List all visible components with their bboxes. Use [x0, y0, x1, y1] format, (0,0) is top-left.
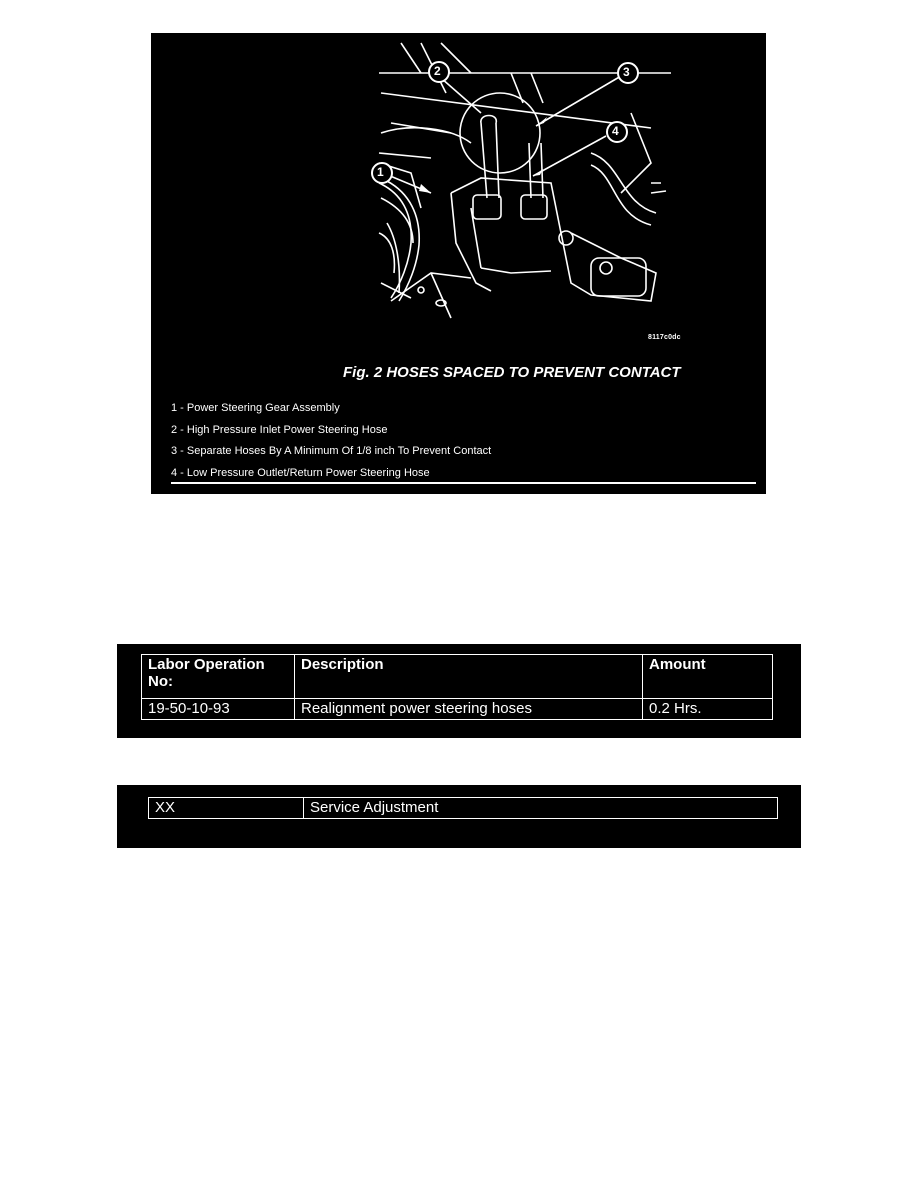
legend-item: 3 - Separate Hoses By A Minimum Of 1/8 inch To Prevent Contact: [171, 445, 492, 457]
legend-item: 2 - High Pressure Inlet Power Steering Hose: [171, 423, 388, 436]
figure-divider: [171, 482, 756, 484]
table-header-row: [142, 655, 773, 699]
legend-item: 1 - Power Steering Gear Assembly: [171, 402, 340, 414]
cell-amount: 0.2 Hrs.: [643, 699, 773, 720]
labor-table-panel: [117, 644, 801, 738]
callout-3: 3: [623, 65, 630, 79]
code-table: [148, 797, 778, 819]
callout-1: 1: [377, 165, 384, 179]
figure-code: 8117c0dc: [648, 334, 681, 341]
callout-2: 2: [434, 64, 441, 78]
labor-table: [141, 654, 773, 720]
figure-legend: [171, 398, 491, 484]
legend-item: 4 - Low Pressure Outlet/Return Power Steering Hose: [171, 466, 430, 479]
cell-code-description: Service Adjustment: [304, 798, 778, 819]
table-row: [149, 798, 778, 819]
figure-title: Fig. 2 HOSES SPACED TO PREVENT CONTACT: [343, 364, 681, 381]
header-description: Description: [295, 655, 643, 699]
table-row: [142, 699, 773, 720]
figure-panel: [151, 33, 766, 494]
cell-description: Realignment power steering hoses: [295, 699, 643, 720]
header-amount: Amount: [643, 655, 773, 699]
code-table-panel: [117, 785, 801, 848]
callout-4: 4: [612, 124, 619, 138]
header-labor-op: Labor Operation No:: [142, 655, 295, 699]
cell-labor-op: 19-50-10-93: [142, 699, 295, 720]
cell-code: XX: [149, 798, 304, 819]
